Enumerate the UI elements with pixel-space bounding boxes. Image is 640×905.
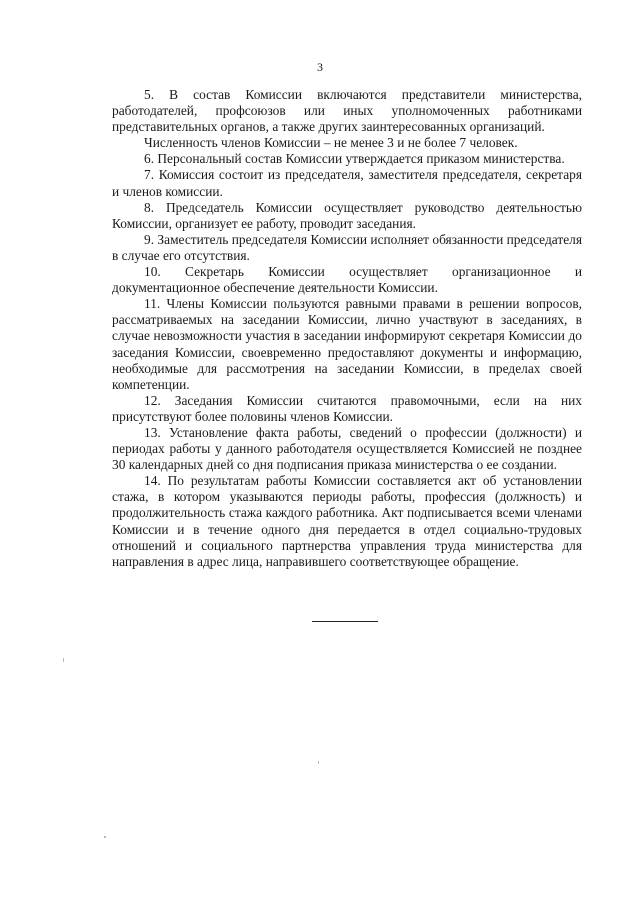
- paragraph-7: 7. Комиссия состоит из председателя, заместителя председателя, секретаря и членов комиссии.: [112, 167, 582, 199]
- paragraph-13: 13. Установление факта работы, сведений о профессии (должности) и периодах работы у данного работодателя осуществляется Комиссией не позднее 30 календарных дней со дня подписания приказа министерства о ее создании.: [112, 424, 582, 473]
- paragraph-5-headcount: Численность членов Комиссии – не менее 3 и не более 7 человек.: [144, 135, 518, 151]
- paragraph-11: 11. Члены Комиссии пользуются равными правами в решении вопросов, рассматриваемых на заседании Комиссии, лично участвуют в заседаниях, в случае невозможности участия в заседании информируют секретаря Комиссии до заседания Комиссии, своевременно предоставляют документы и информацию, необходимые для рассмотрения на заседании Комиссии, в пределах своей компетенции.: [112, 296, 582, 392]
- page-number: 3: [317, 60, 323, 74]
- paragraph-12: 12. Заседания Комиссии считаются правомочными, если на них присутствуют более половины членов Комиссии.: [112, 392, 582, 424]
- paragraph-5: 5. В состав Комиссии включаются представители министерства, работодателей, профсоюзов или иных уполномоченных работниками представительных органов, а также других заинтересованных организаций.: [112, 87, 582, 135]
- paragraph-10: 10. Секретарь Комиссии осуществляет организационное и документационное обеспечение деятельности Комиссии.: [112, 264, 582, 296]
- scan-speck: [63, 658, 64, 662]
- paragraph-8: 8. Председатель Комиссии осуществляет руководство деятельностью Комиссии, организует ее работу, проводит заседания.: [112, 199, 582, 231]
- end-of-text-rule: [312, 621, 378, 622]
- paragraph-14: 14. По результатам работы Комиссии составляется акт об установлении стажа, в котором указываются периоды работы, профессия (должность) и продолжительность стажа каждого работника. Акт подписывается всеми членами Комиссии и в течение одного дня передается в отдел социально-трудовых отношений и социального партнерства управления труда министерства для направления в адрес лица, направившего соответствующее обращение.: [112, 473, 582, 569]
- paragraph-6: 6. Персональный состав Комиссии утверждается приказом министерства.: [144, 151, 565, 167]
- scan-speck: [104, 836, 106, 838]
- document-body: [112, 87, 582, 570]
- paragraph-9: 9. Заместитель председателя Комиссии исполняет обязанности председателя в случае его отсутствия.: [112, 231, 582, 263]
- scan-speck: [318, 761, 319, 764]
